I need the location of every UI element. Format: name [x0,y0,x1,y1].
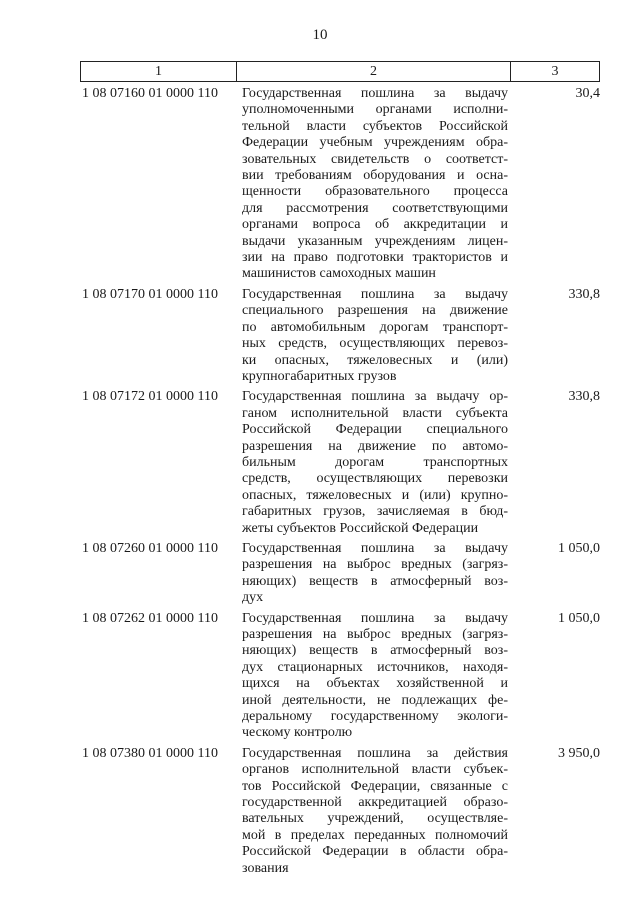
revenue-description [242,746,508,877]
budget-code: 1 08 07172 01 0000 110 [82,389,218,405]
table-row [82,86,600,283]
description-line: дух [242,590,264,606]
description-line: няющих) веществ в атмосферный воз- [242,643,508,659]
description-line: разрешения на выброс вредных (загряз- [242,557,508,573]
description-line: опасных, тяжеловесных и (или) крупно- [242,487,508,503]
table-row [82,287,600,385]
amount-value: 330,8 [568,389,600,405]
description-line: ки опасных, тяжеловесных и (или) [242,352,508,368]
table-row [82,746,600,877]
column-header-2: 2 [237,62,511,81]
table-row [82,541,600,607]
table-row [82,611,600,742]
description-line: уполномоченными органами исполни- [242,102,508,118]
description-line: ных средств, осуществляющих перевоз- [242,336,508,352]
description-line: зования [242,860,289,876]
description-line: иной деятельности, не подлежащих фе- [242,692,508,708]
description-line: тов Российской Федерации, связанные с [242,778,508,794]
table-body [82,86,600,881]
revenue-description [242,86,508,283]
description-line: зовательных свидетельств о соответст- [242,151,508,167]
budget-code: 1 08 07160 01 0000 110 [82,86,218,101]
description-line: органов исполнительной власти субъек- [242,762,508,778]
table-row [82,389,600,537]
revenue-description [242,611,508,742]
description-line: специального разрешения на движение [242,303,508,319]
description-line: мой в пределах переданных полномочий [242,827,508,843]
amount-value: 1 050,0 [558,540,600,556]
description-line: ганом исполнительной власти субъекта [242,405,508,421]
description-line: зии на право подготовки трактористов и [242,250,508,266]
description-line: Государственная пошлина за выдачу ор- [242,389,508,405]
description-line: Государственная пошлина за выдачу [242,610,508,626]
description-line: Государственная пошлина за выдачу [242,286,508,302]
description-line: щенности образовательного процесса [242,184,508,200]
description-line: разрешения на выброс вредных (загряз- [242,627,508,642]
revenue-description [242,389,508,537]
column-header-1: 1 [81,62,237,81]
budget-code: 1 08 07170 01 0000 110 [82,286,218,302]
revenue-description [242,287,508,385]
description-line: няющих) веществ в атмосферный воз- [242,573,508,589]
budget-code: 1 08 07262 01 0000 110 [82,610,218,626]
description-line: Российской Федерации специального [242,422,508,438]
table-header-row [80,61,600,82]
description-line: вательных учреждений, осуществляе- [242,811,508,827]
amount-value: 330,8 [568,286,600,302]
description-line: щихся на объектах хозяйственной и [242,676,508,692]
revenue-description [242,541,508,607]
description-line: жеты субъектов Российской Федерации [242,520,479,536]
description-line: вии требованиям оборудования и осна- [242,168,508,184]
description-line: тельной власти субъектов Российской [242,118,508,134]
description-line: крупногабаритных грузов [242,368,397,384]
description-line: дух стационарных источников, находя- [242,659,508,675]
description-line: органами вопроса об аккредитации и [242,217,508,233]
description-line: Государственная пошлина за выдачу [242,86,508,101]
description-line: габаритных грузов, зачисляемая в бюд- [242,504,508,520]
amount-value: 3 950,0 [558,745,600,761]
amount-value: 30,4 [575,86,600,101]
description-line: государственной аккредитацией образо- [242,795,508,811]
description-line: Российской Федерации в области обра- [242,844,508,860]
description-line: машинистов самоходных машин [242,266,436,282]
description-line: Федерации учебным учреждениям обра- [242,135,508,151]
page-number: 10 [312,27,328,43]
budget-code: 1 08 07260 01 0000 110 [82,540,218,556]
description-line: Государственная пошлина за выдачу [242,540,508,556]
description-line: для рассмотрения соответствующими [242,200,508,216]
description-line: по автомобильным дорогам транспорт- [242,319,508,335]
description-line: средств, осуществляющих перевозки [242,471,508,487]
amount-value: 1 050,0 [558,610,600,626]
description-line: деральному государственному экологи- [242,709,508,725]
budget-code: 1 08 07380 01 0000 110 [82,745,218,761]
column-header-3: 3 [551,64,559,79]
description-line: Государственная пошлина за действия [242,745,508,761]
description-line: ческому контролю [242,725,353,741]
description-line: бильным дорогам транспортных [242,454,508,470]
description-line: выдачи указанным учреждениям лицен- [242,233,508,249]
description-line: разрешения на движение по автомо- [242,438,508,454]
